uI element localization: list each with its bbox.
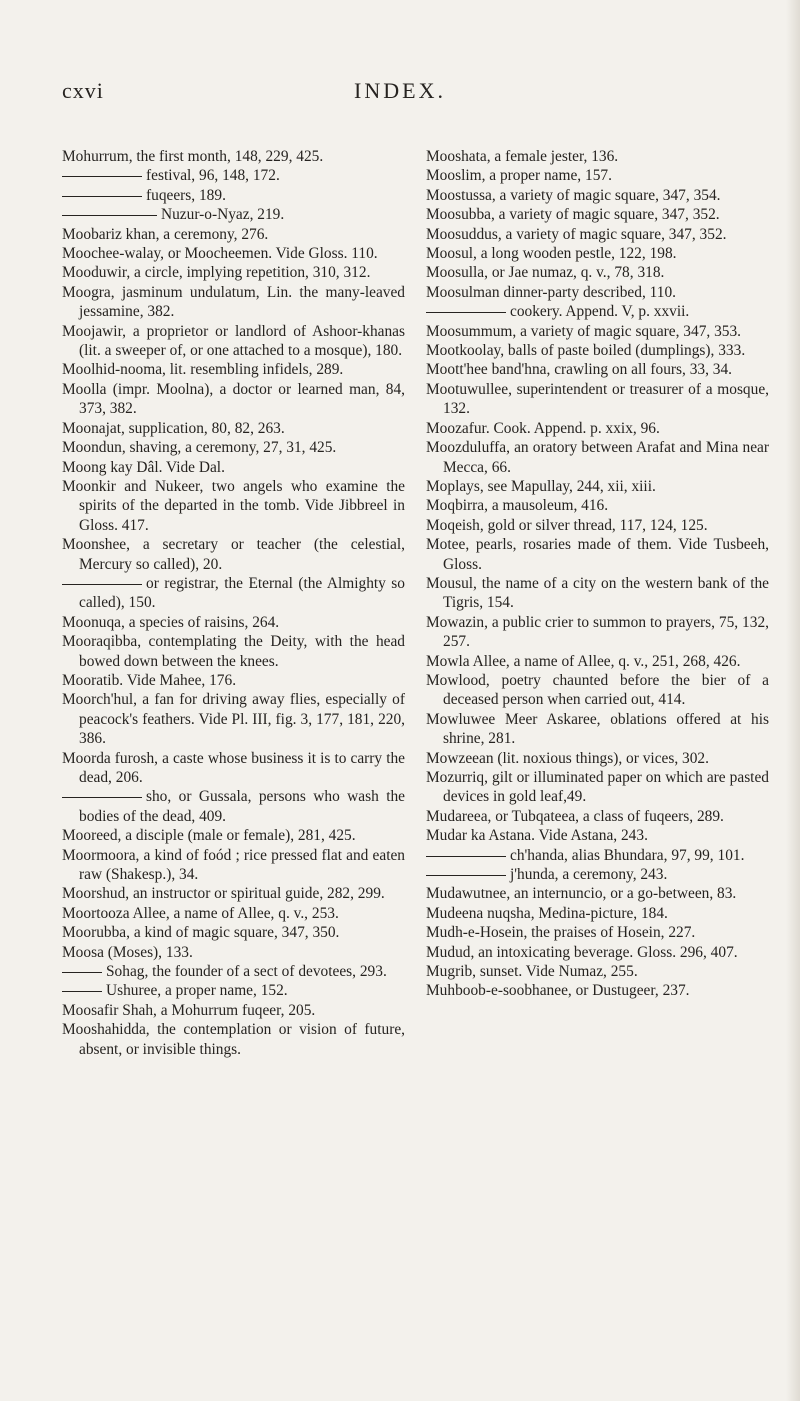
index-entry: Moosuddus, a variety of magic square, 347, 352. <box>426 225 727 243</box>
right-column <box>426 147 769 1001</box>
index-entry: Mowla Allee, a name of Allee, q. v., 251, 268, 426. <box>426 652 741 670</box>
index-entry: Mudh-e-Hosein, the praises of Hosein, 227. <box>426 924 696 942</box>
index-entry: Mudeena nuqsha, Medina-picture, 184. <box>426 904 668 922</box>
index-entry: Mowluwee Meer Askaree, oblations offered at his shrine, 281. <box>426 710 769 748</box>
index-entry: Moosulman dinner-party described, 110. <box>426 283 677 301</box>
index-entry: Moolla (impr. Moolna), a doctor or learned man, 84, 373, 382. <box>62 380 405 418</box>
index-entry: Moonkir and Nukeer, two angels who examine the spirits of the departed in the tomb. Vide Jibbreel in Gloss. 417. <box>62 477 405 534</box>
index-entry: Moortooza Allee, a name of Allee, q. v., 253. <box>62 904 339 922</box>
index-entry: Moozafur. Cook. Append. p. xxix, 96. <box>426 419 660 437</box>
index-entry: Moonshee, a secretary or teacher (the celestial, Mercury so called), 20. <box>62 536 405 573</box>
index-subentry: sho, or Gussala, persons who wash the bodies of the dead, 409. <box>62 787 405 826</box>
running-title: INDEX. <box>354 78 446 103</box>
index-subentry: Ushuree, a proper name, 152. <box>62 981 405 1000</box>
index-entry: Mowzeean (lit. noxious things), or vices, 302. <box>426 749 709 767</box>
index-entry: Moojawir, a proprietor or landlord of Ashoor-khanas (lit. a sweeper of, or one attached to a mosque), 180. <box>62 322 405 360</box>
index-subentry: cookery. Append. V, p. xxvii. <box>426 302 769 321</box>
index-subentry: Sohag, the founder of a sect of devotees, 293. <box>62 962 405 981</box>
index-entry: Mowazin, a public crier to summon to prayers, 75, 132, 257. <box>426 613 769 651</box>
index-subentry: or registrar, the Eternal (the Almighty so called), 150. <box>62 574 405 613</box>
index-entry: Moplays, see Mapullay, 244, xii, xiii. <box>426 477 656 495</box>
index-subentry: festival, 96, 148, 172. <box>62 166 405 185</box>
index-subentry: fuqeers, 189. <box>62 186 405 205</box>
index-entry: Mooslim, a proper name, 157. <box>426 167 612 185</box>
index-entry: Mozurriq, gilt or illuminated paper on which are pasted devices in gold leaf,49. <box>426 769 769 806</box>
index-entry: Mooratib. Vide Mahee, 176. <box>62 671 237 689</box>
index-entry: Moosubba, a variety of magic square, 347, 352. <box>426 206 720 224</box>
page-number: cxvi <box>62 78 104 103</box>
index-entry: Moochee-walay, or Moocheemen. Vide Gloss. 110. <box>62 245 378 263</box>
index-entry: Mooreed, a disciple (male or female), 281, 425. <box>62 827 356 845</box>
index-entry: Mootuwullee, superintendent or treasurer of a mosque, 132. <box>426 380 769 418</box>
index-subentry: ch'handa, alias Bhundara, 97, 99, 101. <box>426 846 769 865</box>
index-entry: Moonuqa, a species of raisins, 264. <box>62 613 280 631</box>
index-entry: Moorch'hul, a fan for driving away flies, especially of peacock's feathers. Vide Pl. III, fig. 3, 177, 181, 220, 386. <box>62 691 405 748</box>
index-entry: Mowlood, poetry chaunted before the bier of a deceased person when carried out, 414. <box>426 671 769 709</box>
index-entry: Moobariz khan, a ceremony, 276. <box>62 225 269 243</box>
left-column <box>62 147 405 1059</box>
index-entry: Moong kay Dâl. Vide Dal. <box>62 458 225 476</box>
index-entry: Moosul, a long wooden pestle, 122, 198. <box>426 245 677 263</box>
index-entry: Muhboob-e-soobhanee, or Dustugeer, 237. <box>426 982 690 1000</box>
index-entry: Moosummum, a variety of magic square, 347, 353. <box>426 322 742 340</box>
index-entry: Mudar ka Astana. Vide Astana, 243. <box>426 827 648 845</box>
index-entry: Mudawutnee, an internuncio, or a go-between, 83. <box>426 885 737 903</box>
index-entry: Mooshahidda, the contemplation or vision of future, absent, or invisible things. <box>62 1021 405 1058</box>
index-entry: Mugrib, sunset. Vide Numaz, 255. <box>426 963 638 981</box>
index-subentry: Nuzur-o-Nyaz, 219. <box>62 205 405 224</box>
index-entry: Mooshata, a female jester, 136. <box>426 148 619 165</box>
index-entry: Moqbirra, a mausoleum, 416. <box>426 497 609 515</box>
index-subentry: j'hunda, a ceremony, 243. <box>426 865 769 884</box>
index-entry: Mootkoolay, balls of paste boiled (dumplings), 333. <box>426 342 746 360</box>
index-entry: Mooduwir, a circle, implying repetition, 310, 312. <box>62 264 371 282</box>
page-edge-shadow <box>786 0 800 1401</box>
index-entry: Moorda furosh, a caste whose business it is to carry the dead, 206. <box>62 749 405 786</box>
index-entry: Moosulla, or Jae numaz, q. v., 78, 318. <box>426 264 665 282</box>
index-entry: Moonajat, supplication, 80, 82, 263. <box>62 419 285 437</box>
index-entry: Mudareea, or Tubqateea, a class of fuqeers, 289. <box>426 807 724 825</box>
index-entry: Moorubba, a kind of magic square, 347, 350. <box>62 924 340 942</box>
index-entry: Moostussa, a variety of magic square, 347, 354. <box>426 186 721 204</box>
index-entry: Moogra, jasminum undulatum, Lin. the many-leaved jessamine, 382. <box>62 283 405 321</box>
index-entry: Mudud, an intoxicating beverage. Gloss. 296, 407. <box>426 943 738 961</box>
index-entry: Moorshud, an instructor or spiritual guide, 282, 299. <box>62 885 385 903</box>
page-header <box>0 78 800 108</box>
index-entry: Moosa (Moses), 133. <box>62 943 193 961</box>
index-entry: Moormoora, a kind of foód ; rice pressed flat and eaten raw (Shakesp.), 34. <box>62 846 405 884</box>
index-entry: Mooraqibba, contemplating the Deity, with the head bowed down between the knees. <box>62 633 405 670</box>
index-entry: Moott'hee band'hna, crawling on all fours, 33, 34. <box>426 361 733 379</box>
index-entry: Mousul, the name of a city on the western bank of the Tigris, 154. <box>426 574 769 612</box>
index-entry: Moosafir Shah, a Mohurrum fuqeer, 205. <box>62 1001 316 1019</box>
index-entry: Moqeish, gold or silver thread, 117, 124, 125. <box>426 516 708 534</box>
index-entry: Moondun, shaving, a ceremony, 27, 31, 425. <box>62 439 337 457</box>
index-entry: Moolhid-nooma, lit. resembling infidels, 289. <box>62 361 344 379</box>
index-entry: Moozduluffa, an oratory between Arafat and Mina near Mecca, 66. <box>426 439 769 476</box>
index-entry: Motee, pearls, rosaries made of them. Vide Tusbeeh, Gloss. <box>426 536 769 573</box>
index-entry: Mohurrum, the first month, 148, 229, 425. <box>62 148 324 165</box>
